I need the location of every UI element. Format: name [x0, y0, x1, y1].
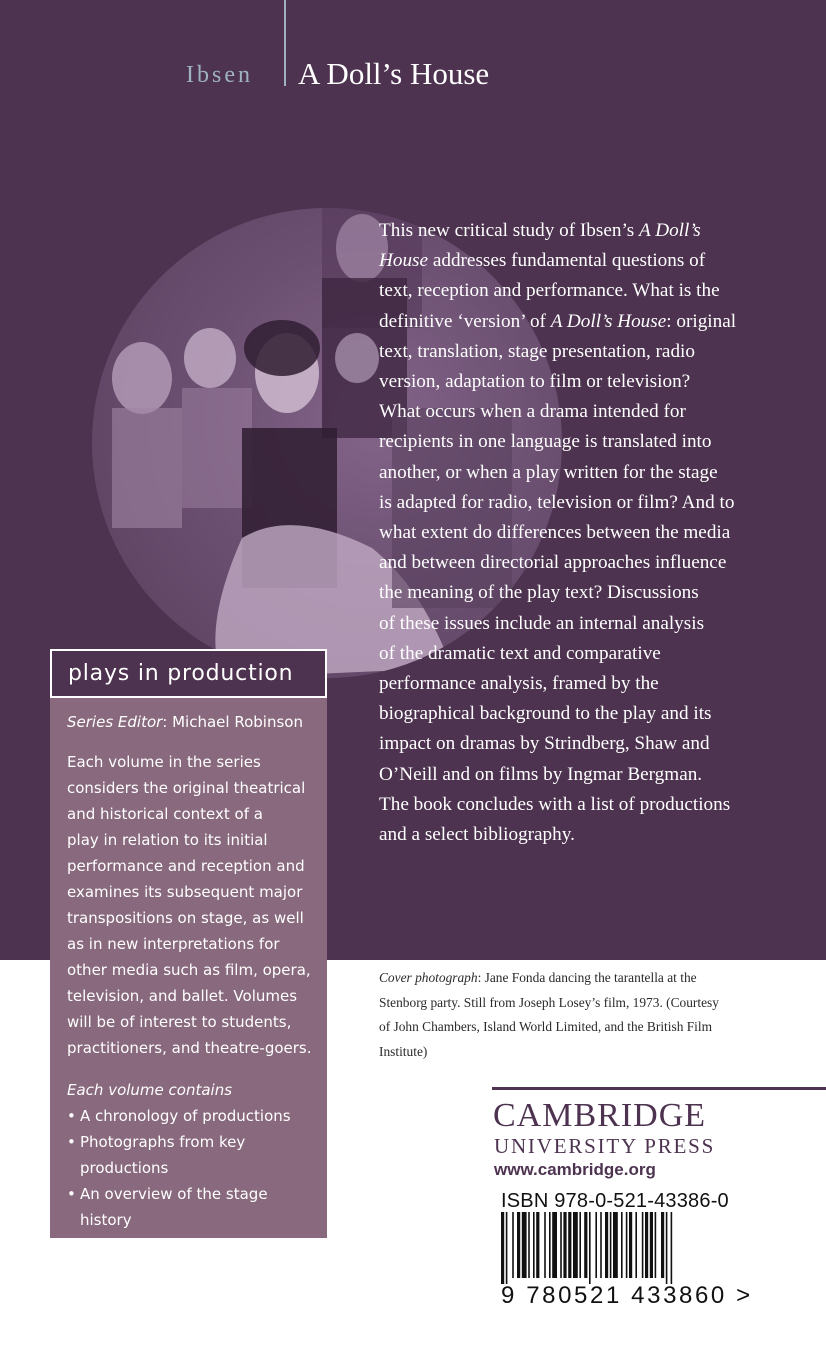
blurb-line [379, 548, 759, 578]
caption-line: Institute) [379, 1043, 428, 1059]
blurb-run: and a select bibliography. [379, 824, 575, 846]
barcode-bar [655, 1212, 657, 1278]
contents-item [67, 1181, 317, 1233]
blurb-line [379, 488, 759, 518]
barcode-bar [573, 1212, 578, 1278]
blurb-run: definitive ‘version’ of [379, 310, 551, 332]
barcode-bar [579, 1212, 581, 1278]
barcode-bar [589, 1212, 591, 1284]
blurb-run: and between directorial approaches influence [379, 552, 727, 574]
series-description-line: examines its subsequent major [67, 883, 303, 901]
barcode [501, 1212, 741, 1284]
publisher-url: www.cambridge.org [494, 1160, 656, 1179]
barcode-bar [661, 1212, 664, 1278]
caption-line: Stenborg party. Still from Joseph Losey’s film, 1973. (Courtesy [379, 994, 719, 1010]
barcode-bar [533, 1212, 535, 1278]
contents-item-line: • Photographs from key [80, 1133, 246, 1151]
series-description-line: play in relation to its initial [67, 831, 268, 849]
barcode-bar [671, 1212, 673, 1284]
caption-label: Cover photograph [379, 970, 478, 985]
contents-heading: Each volume contains [67, 1081, 233, 1099]
blurb-run: O’Neill and on films by Ingmar Bergman. [379, 763, 703, 785]
blurb-line [379, 276, 759, 306]
blurb-line [379, 367, 759, 397]
series-description-line: will be of interest to students, [67, 1013, 292, 1031]
blurb-line [379, 790, 759, 820]
blurb-italic-run: A Doll’s [639, 220, 701, 241]
blurb-italic-run: A Doll’s House [550, 310, 667, 332]
series-description [67, 749, 317, 1061]
barcode-bar [595, 1212, 597, 1278]
contents-item [67, 1103, 317, 1129]
blurb-line [379, 578, 759, 608]
series-description-line: as in new interpretations for [67, 935, 280, 953]
author-name: Ibsen [186, 62, 253, 88]
blurb-line [379, 669, 759, 699]
blurb-run: text, translation, stage presentation, radio [379, 340, 695, 362]
blurb-run: what extent do differences between the media [379, 522, 731, 544]
barcode-bar [512, 1212, 514, 1278]
blurb-run: addresses fundamental questions of [428, 250, 706, 272]
blurb-run: recipients in one language is translated into [379, 431, 712, 453]
barcode-bar [666, 1212, 668, 1284]
barcode-bar [568, 1212, 571, 1278]
barcode-bar [552, 1212, 557, 1278]
isbn-label: ISBN 978-0-521-43386-0 [501, 1190, 729, 1212]
blurb-line [379, 729, 759, 759]
blurb-run: What occurs when a drama intended for [379, 401, 686, 423]
barcode-bar [544, 1212, 546, 1278]
blurb-run: : original [666, 310, 737, 332]
contents-item-line: history [80, 1211, 132, 1229]
blurb-line [379, 246, 759, 276]
barcode-bar [600, 1212, 602, 1278]
barcode-bar [613, 1212, 618, 1278]
series-description-line: other media such as film, opera, [67, 961, 311, 979]
caption-line: : Jane Fonda dancing the tarantella at the [477, 970, 697, 985]
publisher-name: CAMBRIDGE [493, 1097, 707, 1134]
caption-line: of John Chambers, Island World Limited, and the British Film [379, 1019, 713, 1034]
series-editor [67, 709, 317, 735]
blurb-italic-run: House [379, 250, 429, 272]
barcode-bar [522, 1212, 527, 1278]
blurb-run: the meaning of the play text? Discussions [379, 582, 699, 604]
blurb-run: This new critical study of Ibsen’s [379, 220, 640, 241]
blurb-run: text, reception and performance. What is the [379, 280, 720, 302]
barcode-bar [560, 1212, 562, 1278]
barcode-bar [642, 1212, 644, 1278]
book-title: A Doll’s House [298, 56, 490, 91]
blurb-line [379, 518, 759, 548]
barcode-bar [506, 1212, 508, 1284]
blurb-run: of the dramatic text and comparative [379, 642, 661, 664]
blurb-line [379, 337, 759, 367]
publisher-subtitle: UNIVERSITY PRESS [494, 1134, 716, 1158]
header-divider [284, 0, 286, 86]
barcode-bar [635, 1212, 637, 1278]
series-description-line: Each volume in the series [67, 753, 261, 771]
blurb-run: impact on dramas by Strindberg, Shaw and [379, 733, 710, 755]
barcode-bar [605, 1212, 608, 1278]
blurb-line [379, 760, 759, 790]
series-panel [50, 649, 327, 1238]
series-editor-name: : Michael Robinson [162, 713, 303, 731]
blurb-run: another, or when a play written for the stage [379, 461, 718, 483]
blurb-run: is adapted for radio, television or film? And to [379, 491, 735, 513]
barcode-bar [549, 1212, 551, 1278]
series-header [50, 649, 327, 698]
series-description-line: transpositions on stage, as well [67, 909, 304, 927]
blurb-run: version, adaptation to film or television? [379, 371, 691, 393]
series-description-line: performance and reception and [67, 857, 305, 875]
barcode-bar [536, 1212, 539, 1278]
blurb-line [379, 609, 759, 639]
contents-list [67, 1103, 317, 1233]
blurb-line [379, 699, 759, 729]
barcode-bar [517, 1212, 520, 1278]
blurb-line [379, 397, 759, 427]
blurb-text [379, 216, 759, 850]
blurb-line [379, 458, 759, 488]
contents-item-line: productions [80, 1159, 169, 1177]
series-description-line: practitioners, and theatre-goers. [67, 1039, 312, 1057]
barcode-bar [563, 1212, 566, 1278]
blurb-line [379, 820, 759, 850]
barcode-bar [650, 1212, 653, 1278]
contents-item [67, 1129, 317, 1181]
blurb-line [379, 216, 759, 246]
photo-caption [379, 966, 759, 1064]
blurb-line [379, 307, 759, 337]
series-description-line: and historical context of a [67, 805, 263, 823]
series-description-line: television, and ballet. Volumes [67, 987, 298, 1005]
barcode-bar [621, 1212, 623, 1278]
barcode-bar [629, 1212, 632, 1278]
blurb-run: biographical background to the play and its [379, 703, 712, 725]
barcode-bar [584, 1212, 587, 1278]
series-title: plays in production [68, 661, 294, 686]
barcode-bar [501, 1212, 504, 1284]
barcode-bar [626, 1212, 628, 1278]
series-editor-label: Series Editor [67, 713, 163, 731]
series-description-line: considers the original theatrical [67, 779, 306, 797]
publisher-divider [492, 1087, 826, 1090]
blurb-run: of these issues include an internal analysis [379, 612, 705, 634]
barcode-bar [610, 1212, 612, 1278]
series-body [67, 709, 317, 1233]
barcode-digits: 9 780521 433860 > [501, 1282, 753, 1309]
barcode-bar [528, 1212, 530, 1278]
contents-item-line: • A chronology of productions [80, 1107, 291, 1125]
blurb-line [379, 427, 759, 457]
blurb-line [379, 639, 759, 669]
barcode-bar [645, 1212, 648, 1278]
blurb-run: The book concludes with a list of productions [379, 793, 731, 815]
contents-item-line: • An overview of the stage [80, 1185, 268, 1203]
blurb-run: performance analysis, framed by the [379, 673, 659, 695]
